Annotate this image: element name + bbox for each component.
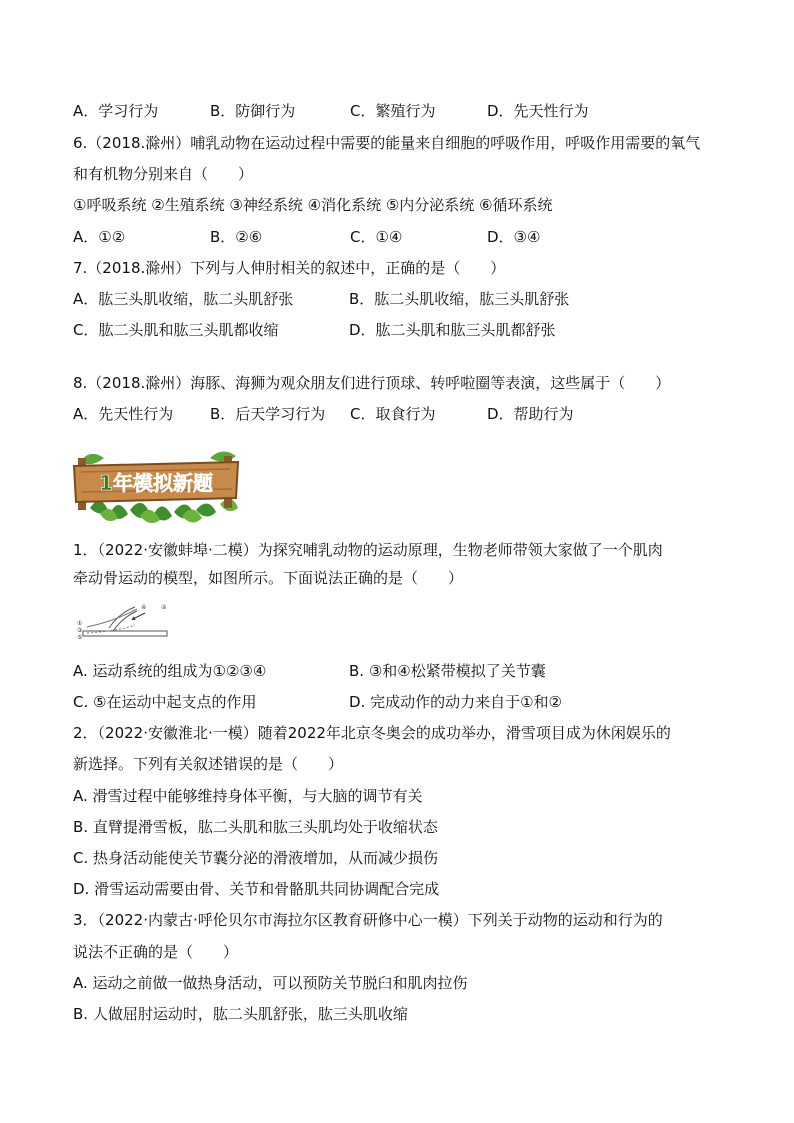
option-a: A．肱三头肌收缩，肱二头肌舒张 <box>73 290 294 308</box>
option-d: D. 完成动作的动力来自于①和② <box>349 693 562 711</box>
option-c: C．肱二头肌和肱三头肌都收缩 <box>73 321 279 339</box>
figure-label-1: ① <box>77 620 83 627</box>
option-b: B. ③和④松紧带模拟了关节囊 <box>349 662 546 680</box>
option-d: D．肱二头肌和肱三头肌都舒张 <box>349 321 556 339</box>
option-c: C．取食行为 <box>350 405 436 423</box>
wooden-sign-icon <box>70 448 242 528</box>
option-c: C. ⑤在运动中起支点的作用 <box>73 693 257 711</box>
m3-option-a: A. 运动之前做一做热身活动，可以预防关节脱臼和肌肉拉伤 <box>73 974 468 992</box>
prev-options <box>73 101 589 121</box>
q7-stem: 7.（2018.滁州）下列与人伸肘相关的叙述中，正确的是（ ） <box>73 259 506 277</box>
option-b: B．防御行为 <box>210 102 296 120</box>
figure-label-2: ② <box>161 604 167 611</box>
option-a: A. 运动系统的组成为①②③④ <box>73 662 267 680</box>
banner-text: 1年模拟新题 <box>99 471 213 495</box>
option-d: D．帮助行为 <box>487 405 574 423</box>
m2-option-b: B. 直臂提滑雪板，肱二头肌和肱三头肌均处于收缩状态 <box>73 818 438 836</box>
option-d: D．先天性行为 <box>487 102 589 120</box>
option-a: A．①② <box>73 228 126 246</box>
option-b: B．肱二头肌收缩，肱三头肌舒张 <box>349 290 570 308</box>
m1-stem-line1: 1．（2022·安徽蚌埠·二模）为探究哺乳动物的运动原理，生物老师带领大家做了一个肌肉 <box>73 541 663 559</box>
q8-options <box>73 404 574 424</box>
q6-stem-line2: 和有机物分别来自（ ） <box>73 165 254 183</box>
m3-stem-line2: 说法不正确的是（ ） <box>73 943 239 961</box>
m2-option-d: D. 滑雪运动需要由骨、关节和骨骼肌共同协调配合完成 <box>73 880 440 898</box>
m3-stem-line1: 3．（2022·内蒙古·呼伦贝尔市海拉尔区教育研修中心一模）下列关于动物的运动和行为的 <box>73 911 663 929</box>
muscle-bone-model-figure <box>75 601 175 643</box>
m2-stem-line1: 2．（2022·安徽淮北·一模）随着2022年北京冬奥会的成功举办，滑雪项目成为休闲娱乐的 <box>73 724 671 742</box>
m1-options-row2 <box>73 692 562 712</box>
m1-stem-line2: 牵动骨运动的模型，如图所示。下面说法正确的是（ ） <box>73 569 464 587</box>
m2-option-a: A. 滑雪过程中能够维持身体平衡，与大脑的调节有关 <box>73 787 423 805</box>
figure-label-3: ③ <box>77 627 83 634</box>
option-d: D．③④ <box>487 228 541 246</box>
figure-label-5: ⑤ <box>77 634 83 641</box>
option-b: B．后天学习行为 <box>210 405 326 423</box>
section-banner <box>70 448 242 528</box>
q8-stem: 8.（2018.滁州）海豚、海狮为观众朋友们进行顶球、转呼啦圈等表演，这些属于（ ） <box>73 374 671 392</box>
option-a: A．学习行为 <box>73 102 159 120</box>
q7-options-row2 <box>73 320 556 340</box>
q6-systems: ①呼吸系统 ②生殖系统 ③神经系统 ④消化系统 ⑤内分泌系统 ⑥循环系统 <box>73 196 553 214</box>
m2-option-c: C. 热身活动能使关节囊分泌的滑液增加，从而减少损伤 <box>73 849 439 867</box>
m2-stem-line2: 新选择。下列有关叙述错误的是（ ） <box>73 755 344 773</box>
option-c: C．繁殖行为 <box>350 102 436 120</box>
option-a: A．先天性行为 <box>73 405 174 423</box>
m3-option-b: B. 人做屈肘运动时，肱二头肌舒张，肱三头肌收缩 <box>73 1005 408 1023</box>
q6-options <box>73 227 540 247</box>
q6-stem-line1: 6.（2018.滁州）哺乳动物在运动过程中需要的能量来自细胞的呼吸作用，呼吸作用需要的氧气 <box>73 134 701 152</box>
q7-options-row1 <box>73 289 569 309</box>
figure-label-4: ④ <box>141 604 147 611</box>
option-b: B．②⑥ <box>210 228 263 246</box>
m1-options-row1 <box>73 661 546 681</box>
option-c: C．①④ <box>350 228 403 246</box>
